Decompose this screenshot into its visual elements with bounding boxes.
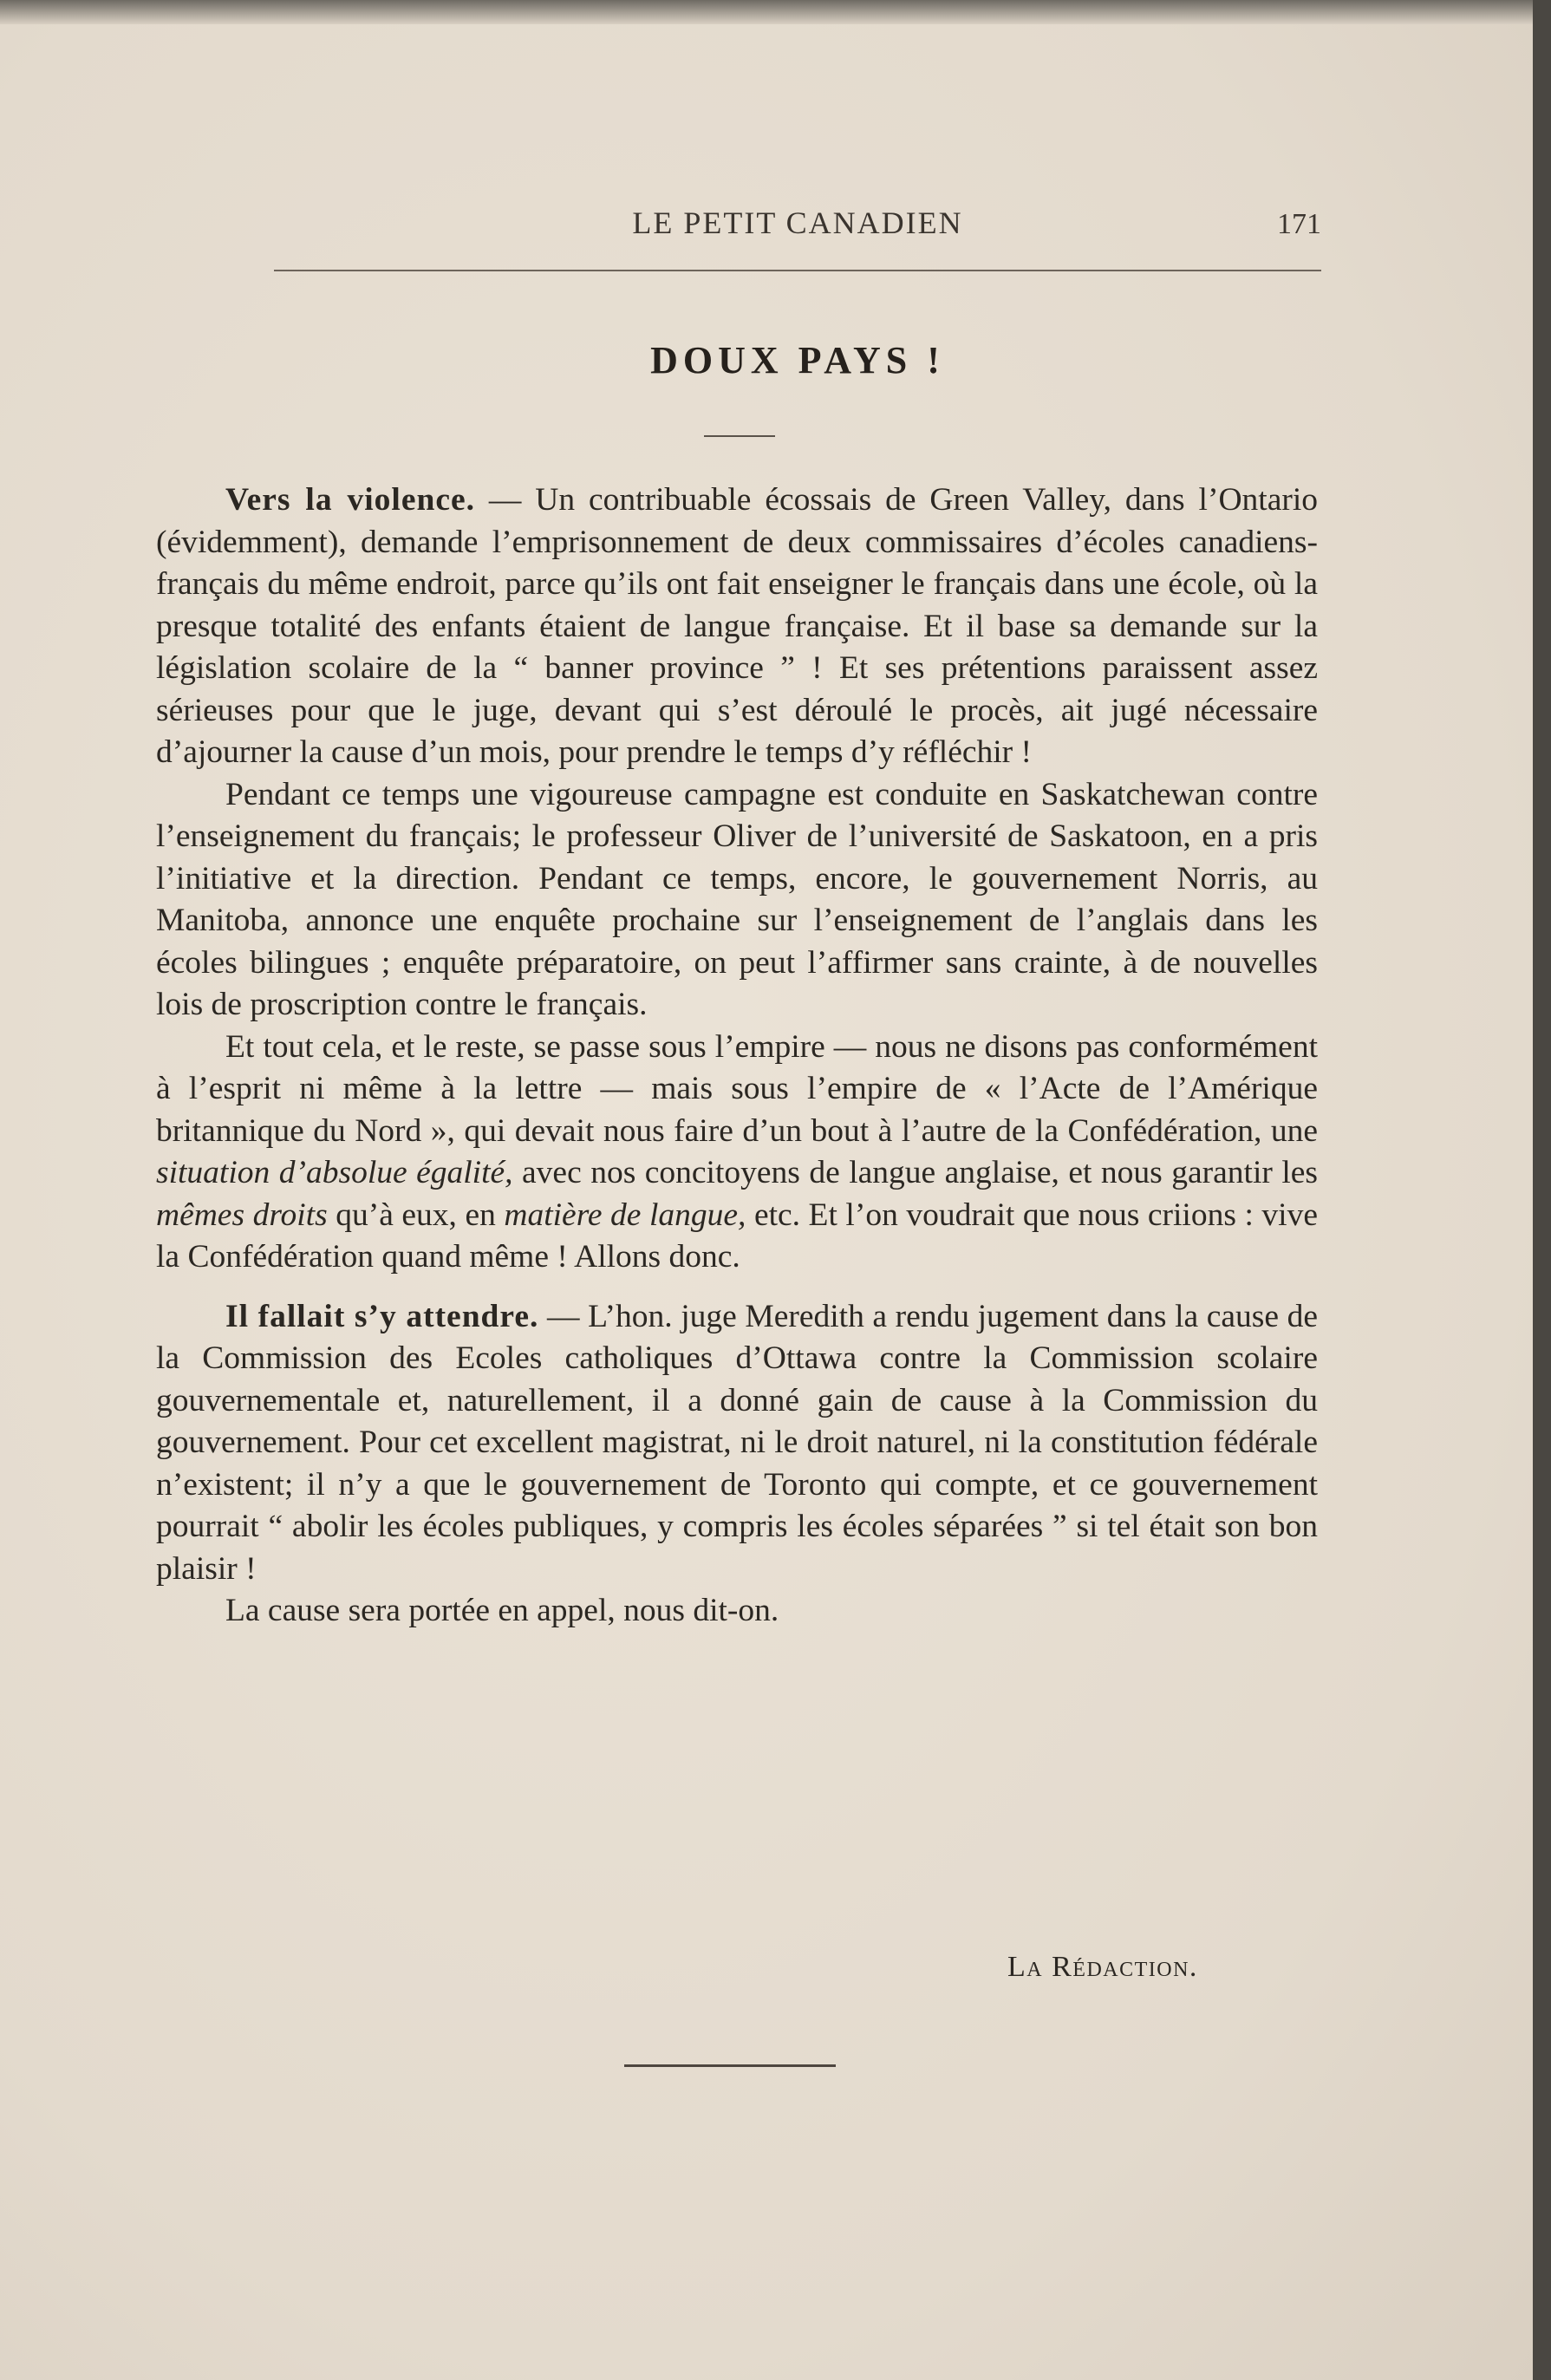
section-heading: Vers la violence. (225, 482, 475, 518)
paragraph: Pendant ce temps une vigoureuse campagne est conduite en Saskatchewan contre l’enseignement du français; le professeur Oliver de l’université de Saskatoon, en a pris l’initiative et la direction. Pendant ce temps, encore, le gouvernement Norris, au Manitoba, annonce une enquête prochaine sur l’enseignement de l’anglais dans les écoles bilingues ; enquête préparatoire, on peut l’affirmer sans crainte, à de nouvelles lois de proscription contre le français. (156, 776, 1318, 1022)
section-heading: Il fallait s’y attendre. (225, 1298, 539, 1334)
paragraph: La cause sera portée en appel, nous dit-on. (225, 1593, 779, 1628)
running-title: LE PETIT CANADIEN (632, 205, 963, 240)
paragraph (156, 1296, 1318, 1591)
paragraph-text: — L’hon. juge Meredith a rendu jugement dans la cause de la Commission des Ecoles catholiques d’Ottawa contre la Commission scolaire gouvernementale et, naturellement, il a donné gain de cause à la Commission du gouvernement. Pour cet excellent magistrat, ni le droit naturel, ni la constitution fédérale n’existent; il n’y a que le gouvernement de Toronto qui compte, et ce gouvernement pourrait “ abolir les écoles publiques, y compris les écoles séparées ” si tel était son bon plaisir ! (156, 1298, 1318, 1587)
title-rule (704, 435, 775, 437)
paragraph-text: etc. Et l’on voudrait que nous criions : vive la Confédération quand même ! Allons donc. (156, 1197, 1318, 1275)
end-rule (624, 2064, 836, 2067)
emphasis-text: situation d’absolue égalité, (156, 1155, 513, 1190)
paragraph-text: avec nos concitoyens de langue anglaise, et nous garantir les (512, 1155, 1318, 1190)
section-gap (156, 1279, 1318, 1296)
page-header (274, 199, 1321, 251)
emphasis-text: matière de langue, (504, 1197, 746, 1233)
paragraph (156, 479, 1318, 774)
paragraph (156, 1027, 1318, 1279)
emphasis-text: mêmes droits (156, 1197, 328, 1233)
article-body (156, 479, 1318, 1633)
paragraph-text: Et tout cela, et le reste, se passe sous l’empire — nous ne disons pas conformément à l’esprit ni même à la lettre — mais sous l’empire de « l’Acte de l’Amérique britannique du Nord », qui devait nous faire d’un bout à l’autre de la Confédération, une (156, 1028, 1318, 1149)
page-top-edge (0, 0, 1533, 24)
paragraph-text: — Un contribuable écossais de Green Valley, dans l’Ontario (évidemment), demande l’emprisonnement de deux commissaires d’écoles canadiens-français du même endroit, parce qu’ils ont fait enseigner le français dans une école, où la presque totalité des enfants étaient de langue française. Et il base sa demande sur la législation scolaire de la “ banner province ” ! Et ses prétentions paraissent assez sérieuses pour que le juge, devant qui s’est déroulé le procès, ait jugé nécessaire d’ajourner la cause d’un mois, pour prendre le temps d’y réfléchir ! (156, 482, 1318, 770)
page-number: 171 (1277, 208, 1321, 240)
signature: La Rédaction. (1007, 1951, 1198, 1983)
article-title: DOUX PAYS ! (650, 339, 945, 381)
paragraph-text: qu’à eux, en (327, 1197, 505, 1233)
header-rule (274, 270, 1321, 271)
